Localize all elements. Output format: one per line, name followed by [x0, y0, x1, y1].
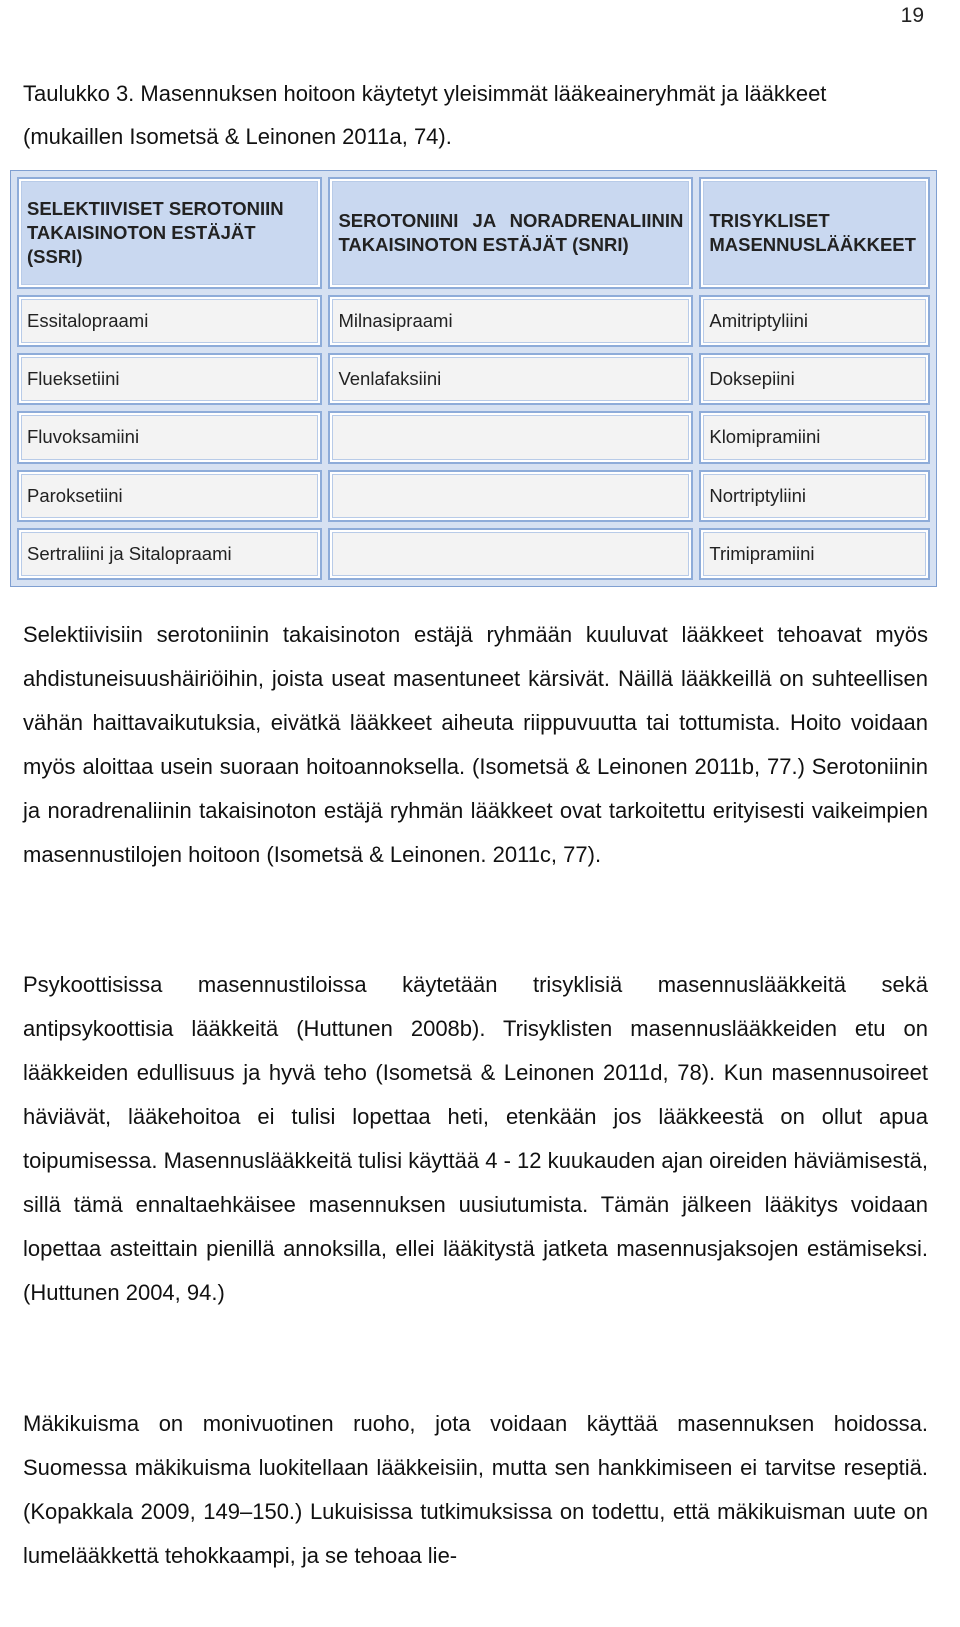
table-cell: [328, 411, 693, 463]
table-caption: Taulukko 3. Masennuksen hoitoon käytetyt yleisimmät lääkeaineryhmät ja lääkkeet (mukaillen Isometsä & Leinonen 2011a, 74).: [23, 81, 827, 149]
antidepressant-table: [10, 170, 937, 587]
header-snri: SEROTONIINI JA NORADRENALIININ TAKAISINOTON ESTÄJÄT (SNRI): [328, 177, 693, 289]
table-cell: Fluvoksamiini: [17, 411, 322, 463]
table-row: [17, 528, 930, 580]
table-cell: Milnasipraami: [328, 295, 693, 347]
table-row: [17, 295, 930, 347]
table-row: [17, 470, 930, 522]
table-row: [17, 353, 930, 405]
table-cell: Venlafaksiini: [328, 353, 693, 405]
header-ssri: SELEKTIIVISET SEROTONIIN TAKAISINOTON ESTÄJÄT (SSRI): [17, 177, 322, 289]
table-cell: Doksepiini: [699, 353, 930, 405]
table-header-row: [17, 177, 930, 289]
table-cell: Trimipramiini: [699, 528, 930, 580]
table-row: [17, 411, 930, 463]
paragraph-tricyclic: Psykoottisissa masennustiloissa käytetään trisyklisiä masennuslääkkeitä sekä antipsykoottisia lääkkeitä (Huttunen 2008b). Trisyklisten masennuslääkkeiden etu on lääkkeiden edullisuus ja hyvä teho (Isometsä & Leinonen 2011d, 78). Kun masennusoireet häviävät, lääkehoitoa ei tulisi lopettaa heti, etenkään jos lääkkeestä on ollut apua toipumisessa. Masennuslääkkeitä tulisi käyttää 4 - 12 kuukauden ajan oireiden häviämisestä, sillä tämä ennaltaehkäisee masennuksen uusiutumista. Tämän jälkeen lääkitys voidaan lopettaa asteittain pienillä annoksilla, ellei lääkitystä jatketa masennusjaksojen estämiseksi. (Huttunen 2004, 94.): [23, 972, 928, 1305]
table-cell: Klomipramiini: [699, 411, 930, 463]
table-cell: Flueksetiini: [17, 353, 322, 405]
paragraph-st-johns-wort: Mäkikuisma on monivuotinen ruoho, jota voidaan käyttää masennuksen hoidossa. Suomessa mäkikuisma luokitellaan lääkkeisiin, mutta sen hankkimiseen ei tarvitse reseptiä. (Kopakkala 2009, 149–150.) Lukuisissa tutkimuksissa on todettu, että mäkikuisman uute on lumelääkkettä tehokkaampi, ja se tehoaa lie-: [23, 1411, 928, 1568]
table-cell: [328, 470, 693, 522]
table-cell: [328, 528, 693, 580]
header-tricyclic: TRISYKLISET MASENNUSLÄÄKKEET: [699, 177, 930, 289]
table-cell: Paroksetiini: [17, 470, 322, 522]
table-cell: Amitriptyliini: [699, 295, 930, 347]
page-number: 19: [900, 4, 924, 27]
table-cell: Sertraliini ja Sitalopraami: [17, 528, 322, 580]
table-cell: Nortriptyliini: [699, 470, 930, 522]
paragraph-ssri-snri: Selektiivisiin serotoniinin takaisinoton estäjä ryhmään kuuluvat lääkkeet tehoavat myös ahdistuneisuushäiriöihin, joista useat masentuneet kärsivät. Näillä lääkkeillä on suhteellisen vähän haittavaikutuksia, eivätkä lääkkeet aiheuta riippuvuutta tai tottumista. Hoito voidaan myös aloittaa usein suoraan hoitoannoksella. (Isometsä & Leinonen 2011b, 77.) Serotoniinin ja noradrenaliinin takaisinoton estäjä ryhmän lääkkeet ovat tarkoitettu erityisesti vaikeimpien masennustilojen hoitoon (Isometsä & Leinonen. 2011c, 77).: [23, 622, 928, 867]
table-cell: Essitalopraami: [17, 295, 322, 347]
